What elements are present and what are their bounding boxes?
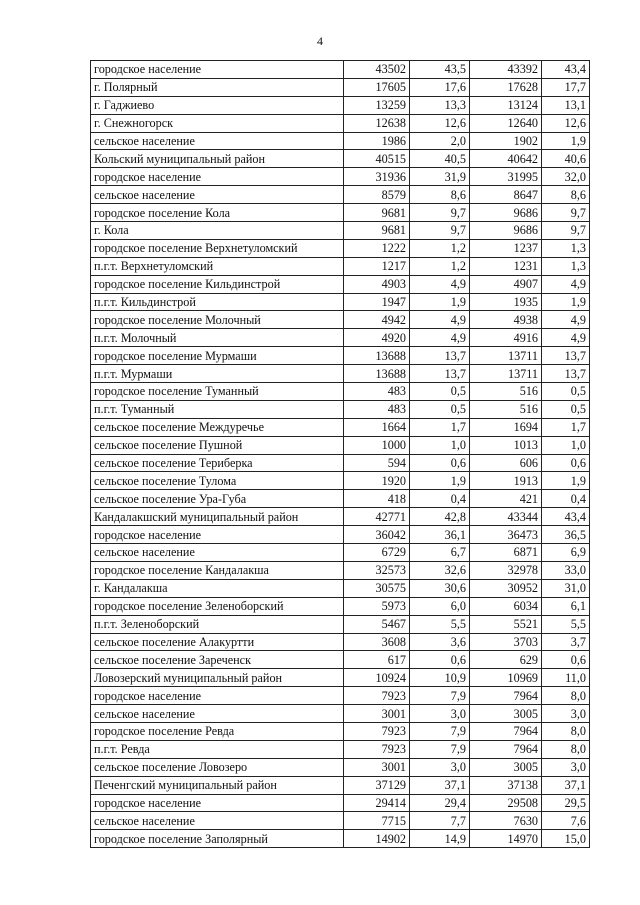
table-row <box>91 508 590 526</box>
territory-name-cell: городское население <box>91 794 344 812</box>
share-2017-cell: 13,1 <box>542 96 590 114</box>
territory-name-cell: городское поселение Заполярный <box>91 830 344 848</box>
territory-name-cell: сельское население <box>91 132 344 150</box>
share-2016-cell: 1,2 <box>410 257 470 275</box>
population-2017-cell: 12640 <box>470 114 542 132</box>
share-2016-cell: 5,5 <box>410 615 470 633</box>
population-2017-cell: 1902 <box>470 132 542 150</box>
territory-name-cell: городское население <box>91 61 344 79</box>
territory-name-cell: г. Гаджиево <box>91 96 344 114</box>
share-2016-cell: 0,6 <box>410 651 470 669</box>
share-2017-cell: 32,0 <box>542 168 590 186</box>
table-row <box>91 257 590 275</box>
territory-name-cell: г. Кола <box>91 222 344 240</box>
territory-name-cell: сельское поселение Ловозеро <box>91 758 344 776</box>
table-row <box>91 705 590 723</box>
table-row <box>91 347 590 365</box>
population-2017-cell: 31995 <box>470 168 542 186</box>
share-2017-cell: 0,5 <box>542 383 590 401</box>
population-2016-cell: 1947 <box>344 293 410 311</box>
territory-name-cell: п.г.т. Кильдинстрой <box>91 293 344 311</box>
population-2016-cell: 483 <box>344 400 410 418</box>
territory-name-cell: п.г.т. Молочный <box>91 329 344 347</box>
territory-name-cell: г. Полярный <box>91 78 344 96</box>
table-row <box>91 651 590 669</box>
share-2017-cell: 9,7 <box>542 222 590 240</box>
territory-name-cell: Ловозерский муниципальный район <box>91 669 344 687</box>
population-2016-cell: 1986 <box>344 132 410 150</box>
share-2017-cell: 1,7 <box>542 418 590 436</box>
population-2016-cell: 418 <box>344 490 410 508</box>
table-row <box>91 687 590 705</box>
share-2016-cell: 32,6 <box>410 561 470 579</box>
table-row <box>91 275 590 293</box>
population-2016-cell: 617 <box>344 651 410 669</box>
share-2017-cell: 31,0 <box>542 579 590 597</box>
territory-name-cell: городское поселение Ревда <box>91 722 344 740</box>
table-row <box>91 615 590 633</box>
population-2017-cell: 3703 <box>470 633 542 651</box>
share-2016-cell: 7,9 <box>410 722 470 740</box>
territory-name-cell: городское поселение Кильдинстрой <box>91 275 344 293</box>
territory-name-cell: сельское поселение Междуречье <box>91 418 344 436</box>
share-2016-cell: 4,9 <box>410 311 470 329</box>
population-2016-cell: 30575 <box>344 579 410 597</box>
territory-name-cell: городское поселение Кандалакша <box>91 561 344 579</box>
population-2017-cell: 7964 <box>470 722 542 740</box>
population-2017-cell: 8647 <box>470 186 542 204</box>
share-2017-cell: 15,0 <box>542 830 590 848</box>
population-2016-cell: 7923 <box>344 740 410 758</box>
share-2016-cell: 42,8 <box>410 508 470 526</box>
population-2016-cell: 4920 <box>344 329 410 347</box>
population-2017-cell: 10969 <box>470 669 542 687</box>
share-2016-cell: 30,6 <box>410 579 470 597</box>
population-2016-cell: 1000 <box>344 436 410 454</box>
population-2016-cell: 7923 <box>344 722 410 740</box>
population-2016-cell: 32573 <box>344 561 410 579</box>
population-2017-cell: 629 <box>470 651 542 669</box>
share-2017-cell: 40,6 <box>542 150 590 168</box>
population-2017-cell: 9686 <box>470 204 542 222</box>
share-2017-cell: 3,0 <box>542 705 590 723</box>
share-2017-cell: 11,0 <box>542 669 590 687</box>
share-2017-cell: 8,6 <box>542 186 590 204</box>
population-2017-cell: 6871 <box>470 544 542 562</box>
share-2017-cell: 43,4 <box>542 61 590 79</box>
table-row <box>91 293 590 311</box>
table-row <box>91 78 590 96</box>
territory-name-cell: городское поселение Верхнетуломский <box>91 239 344 257</box>
territory-name-cell: сельское поселение Алакуртти <box>91 633 344 651</box>
share-2016-cell: 13,7 <box>410 347 470 365</box>
share-2017-cell: 0,6 <box>542 651 590 669</box>
population-2016-cell: 1217 <box>344 257 410 275</box>
population-2016-cell: 4942 <box>344 311 410 329</box>
share-2016-cell: 3,6 <box>410 633 470 651</box>
population-2017-cell: 14970 <box>470 830 542 848</box>
territory-name-cell: сельское поселение Зареченск <box>91 651 344 669</box>
share-2016-cell: 17,6 <box>410 78 470 96</box>
table-row <box>91 776 590 794</box>
share-2016-cell: 13,7 <box>410 365 470 383</box>
share-2016-cell: 6,0 <box>410 597 470 615</box>
share-2017-cell: 8,0 <box>542 740 590 758</box>
population-2017-cell: 7964 <box>470 740 542 758</box>
share-2017-cell: 0,5 <box>542 400 590 418</box>
share-2016-cell: 1,2 <box>410 239 470 257</box>
share-2016-cell: 9,7 <box>410 204 470 222</box>
table-row <box>91 204 590 222</box>
share-2016-cell: 7,7 <box>410 812 470 830</box>
table-row <box>91 365 590 383</box>
share-2016-cell: 8,6 <box>410 186 470 204</box>
territory-name-cell: п.г.т. Туманный <box>91 400 344 418</box>
population-2016-cell: 7715 <box>344 812 410 830</box>
population-2016-cell: 14902 <box>344 830 410 848</box>
share-2016-cell: 3,0 <box>410 705 470 723</box>
population-2017-cell: 4938 <box>470 311 542 329</box>
table-row <box>91 454 590 472</box>
population-2017-cell: 3005 <box>470 705 542 723</box>
share-2016-cell: 0,4 <box>410 490 470 508</box>
population-2016-cell: 3001 <box>344 758 410 776</box>
share-2017-cell: 1,9 <box>542 472 590 490</box>
territory-name-cell: г. Кандалакша <box>91 579 344 597</box>
share-2017-cell: 7,6 <box>542 812 590 830</box>
population-2016-cell: 8579 <box>344 186 410 204</box>
share-2017-cell: 12,6 <box>542 114 590 132</box>
population-2017-cell: 1237 <box>470 239 542 257</box>
population-2016-cell: 29414 <box>344 794 410 812</box>
population-2017-cell: 13124 <box>470 96 542 114</box>
share-2017-cell: 37,1 <box>542 776 590 794</box>
population-2017-cell: 6034 <box>470 597 542 615</box>
share-2016-cell: 2,0 <box>410 132 470 150</box>
population-2017-cell: 421 <box>470 490 542 508</box>
population-2016-cell: 3608 <box>344 633 410 651</box>
share-2016-cell: 0,6 <box>410 454 470 472</box>
territory-name-cell: п.г.т. Зеленоборский <box>91 615 344 633</box>
table-row <box>91 239 590 257</box>
page-number: 4 <box>317 34 323 48</box>
table-row <box>91 96 590 114</box>
territory-name-cell: городское поселение Зеленоборский <box>91 597 344 615</box>
share-2016-cell: 6,7 <box>410 544 470 562</box>
population-2016-cell: 3001 <box>344 705 410 723</box>
table-row <box>91 544 590 562</box>
population-2016-cell: 13259 <box>344 96 410 114</box>
territory-name-cell: городское население <box>91 526 344 544</box>
share-2017-cell: 3,0 <box>542 758 590 776</box>
share-2017-cell: 1,9 <box>542 132 590 150</box>
population-2017-cell: 1231 <box>470 257 542 275</box>
population-2016-cell: 13688 <box>344 365 410 383</box>
population-2017-cell: 36473 <box>470 526 542 544</box>
share-2017-cell: 4,9 <box>542 275 590 293</box>
table-row <box>91 168 590 186</box>
population-2016-cell: 13688 <box>344 347 410 365</box>
share-2016-cell: 14,9 <box>410 830 470 848</box>
share-2017-cell: 9,7 <box>542 204 590 222</box>
share-2016-cell: 12,6 <box>410 114 470 132</box>
share-2017-cell: 13,7 <box>542 347 590 365</box>
share-2016-cell: 3,0 <box>410 758 470 776</box>
population-2017-cell: 7630 <box>470 812 542 830</box>
table-row <box>91 561 590 579</box>
share-2017-cell: 1,3 <box>542 257 590 275</box>
table-row <box>91 830 590 848</box>
population-2016-cell: 17605 <box>344 78 410 96</box>
population-2017-cell: 1913 <box>470 472 542 490</box>
population-2017-cell: 13711 <box>470 347 542 365</box>
population-2017-cell: 9686 <box>470 222 542 240</box>
population-2016-cell: 9681 <box>344 204 410 222</box>
population-2016-cell: 4903 <box>344 275 410 293</box>
territory-name-cell: Печенгский муниципальный район <box>91 776 344 794</box>
territory-name-cell: сельское поселение Териберка <box>91 454 344 472</box>
share-2017-cell: 8,0 <box>542 687 590 705</box>
population-2016-cell: 37129 <box>344 776 410 794</box>
table-row <box>91 61 590 79</box>
share-2016-cell: 0,5 <box>410 383 470 401</box>
table-row <box>91 740 590 758</box>
population-2016-cell: 42771 <box>344 508 410 526</box>
share-2016-cell: 9,7 <box>410 222 470 240</box>
share-2016-cell: 0,5 <box>410 400 470 418</box>
population-2016-cell: 6729 <box>344 544 410 562</box>
territory-name-cell: городское население <box>91 168 344 186</box>
territory-name-cell: г. Снежногорск <box>91 114 344 132</box>
territory-name-cell: городское поселение Молочный <box>91 311 344 329</box>
table-row <box>91 722 590 740</box>
territory-name-cell: п.г.т. Верхнетуломский <box>91 257 344 275</box>
share-2017-cell: 1,3 <box>542 239 590 257</box>
table-row <box>91 400 590 418</box>
population-table <box>90 60 590 848</box>
territory-name-cell: сельское поселение Ура-Губа <box>91 490 344 508</box>
share-2017-cell: 1,0 <box>542 436 590 454</box>
territory-name-cell: сельское население <box>91 705 344 723</box>
population-2017-cell: 4907 <box>470 275 542 293</box>
table-row <box>91 472 590 490</box>
population-2016-cell: 9681 <box>344 222 410 240</box>
population-2016-cell: 594 <box>344 454 410 472</box>
share-2016-cell: 40,5 <box>410 150 470 168</box>
population-2017-cell: 37138 <box>470 776 542 794</box>
population-2016-cell: 36042 <box>344 526 410 544</box>
population-2017-cell: 4916 <box>470 329 542 347</box>
territory-name-cell: Кандалакшский муниципальный район <box>91 508 344 526</box>
population-2016-cell: 43502 <box>344 61 410 79</box>
territory-name-cell: сельское население <box>91 812 344 830</box>
share-2016-cell: 37,1 <box>410 776 470 794</box>
population-2017-cell: 43344 <box>470 508 542 526</box>
share-2016-cell: 1,0 <box>410 436 470 454</box>
population-2017-cell: 13711 <box>470 365 542 383</box>
population-2017-cell: 516 <box>470 383 542 401</box>
population-2016-cell: 1664 <box>344 418 410 436</box>
population-2017-cell: 1694 <box>470 418 542 436</box>
territory-name-cell: городское население <box>91 687 344 705</box>
table-row <box>91 633 590 651</box>
share-2016-cell: 31,9 <box>410 168 470 186</box>
share-2016-cell: 36,1 <box>410 526 470 544</box>
territory-name-cell: городское поселение Кола <box>91 204 344 222</box>
table-row <box>91 597 590 615</box>
table-body <box>91 61 590 848</box>
population-2016-cell: 31936 <box>344 168 410 186</box>
population-2016-cell: 10924 <box>344 669 410 687</box>
share-2017-cell: 8,0 <box>542 722 590 740</box>
population-2016-cell: 5467 <box>344 615 410 633</box>
population-2016-cell: 40515 <box>344 150 410 168</box>
table-row <box>91 418 590 436</box>
share-2016-cell: 4,9 <box>410 275 470 293</box>
share-2016-cell: 1,9 <box>410 293 470 311</box>
table-row <box>91 114 590 132</box>
population-2017-cell: 17628 <box>470 78 542 96</box>
population-2017-cell: 32978 <box>470 561 542 579</box>
share-2016-cell: 4,9 <box>410 329 470 347</box>
table-row <box>91 222 590 240</box>
population-2016-cell: 12638 <box>344 114 410 132</box>
table-row <box>91 812 590 830</box>
share-2016-cell: 1,7 <box>410 418 470 436</box>
share-2017-cell: 0,6 <box>542 454 590 472</box>
population-2016-cell: 5973 <box>344 597 410 615</box>
share-2017-cell: 4,9 <box>542 329 590 347</box>
share-2017-cell: 13,7 <box>542 365 590 383</box>
share-2016-cell: 29,4 <box>410 794 470 812</box>
population-2017-cell: 29508 <box>470 794 542 812</box>
table-row <box>91 794 590 812</box>
population-2017-cell: 40642 <box>470 150 542 168</box>
table-row <box>91 526 590 544</box>
population-2016-cell: 1920 <box>344 472 410 490</box>
population-2017-cell: 1013 <box>470 436 542 454</box>
share-2017-cell: 33,0 <box>542 561 590 579</box>
territory-name-cell: сельское население <box>91 186 344 204</box>
table-row <box>91 579 590 597</box>
share-2017-cell: 6,1 <box>542 597 590 615</box>
share-2017-cell: 6,9 <box>542 544 590 562</box>
population-2017-cell: 1935 <box>470 293 542 311</box>
share-2016-cell: 43,5 <box>410 61 470 79</box>
table-row <box>91 132 590 150</box>
table-row <box>91 383 590 401</box>
share-2017-cell: 43,4 <box>542 508 590 526</box>
population-2016-cell: 7923 <box>344 687 410 705</box>
share-2016-cell: 10,9 <box>410 669 470 687</box>
table-row <box>91 490 590 508</box>
population-2017-cell: 7964 <box>470 687 542 705</box>
population-2017-cell: 606 <box>470 454 542 472</box>
territory-name-cell: городское поселение Мурмаши <box>91 347 344 365</box>
population-2017-cell: 30952 <box>470 579 542 597</box>
table-row <box>91 150 590 168</box>
table-row <box>91 758 590 776</box>
share-2016-cell: 1,9 <box>410 472 470 490</box>
table-row <box>91 186 590 204</box>
population-2017-cell: 3005 <box>470 758 542 776</box>
share-2017-cell: 17,7 <box>542 78 590 96</box>
population-2017-cell: 43392 <box>470 61 542 79</box>
share-2016-cell: 13,3 <box>410 96 470 114</box>
territory-name-cell: Кольский муниципальный район <box>91 150 344 168</box>
population-2016-cell: 483 <box>344 383 410 401</box>
share-2016-cell: 7,9 <box>410 687 470 705</box>
table-row <box>91 669 590 687</box>
territory-name-cell: сельское поселение Тулома <box>91 472 344 490</box>
territory-name-cell: п.г.т. Ревда <box>91 740 344 758</box>
territory-name-cell: п.г.т. Мурмаши <box>91 365 344 383</box>
population-2017-cell: 516 <box>470 400 542 418</box>
share-2017-cell: 1,9 <box>542 293 590 311</box>
territory-name-cell: сельское поселение Пушной <box>91 436 344 454</box>
share-2017-cell: 5,5 <box>542 615 590 633</box>
territory-name-cell: городское поселение Туманный <box>91 383 344 401</box>
table-row <box>91 329 590 347</box>
territory-name-cell: сельское население <box>91 544 344 562</box>
share-2016-cell: 7,9 <box>410 740 470 758</box>
table-row <box>91 311 590 329</box>
share-2017-cell: 29,5 <box>542 794 590 812</box>
share-2017-cell: 4,9 <box>542 311 590 329</box>
share-2017-cell: 3,7 <box>542 633 590 651</box>
population-2016-cell: 1222 <box>344 239 410 257</box>
share-2017-cell: 0,4 <box>542 490 590 508</box>
table-row <box>91 436 590 454</box>
share-2017-cell: 36,5 <box>542 526 590 544</box>
population-2017-cell: 5521 <box>470 615 542 633</box>
